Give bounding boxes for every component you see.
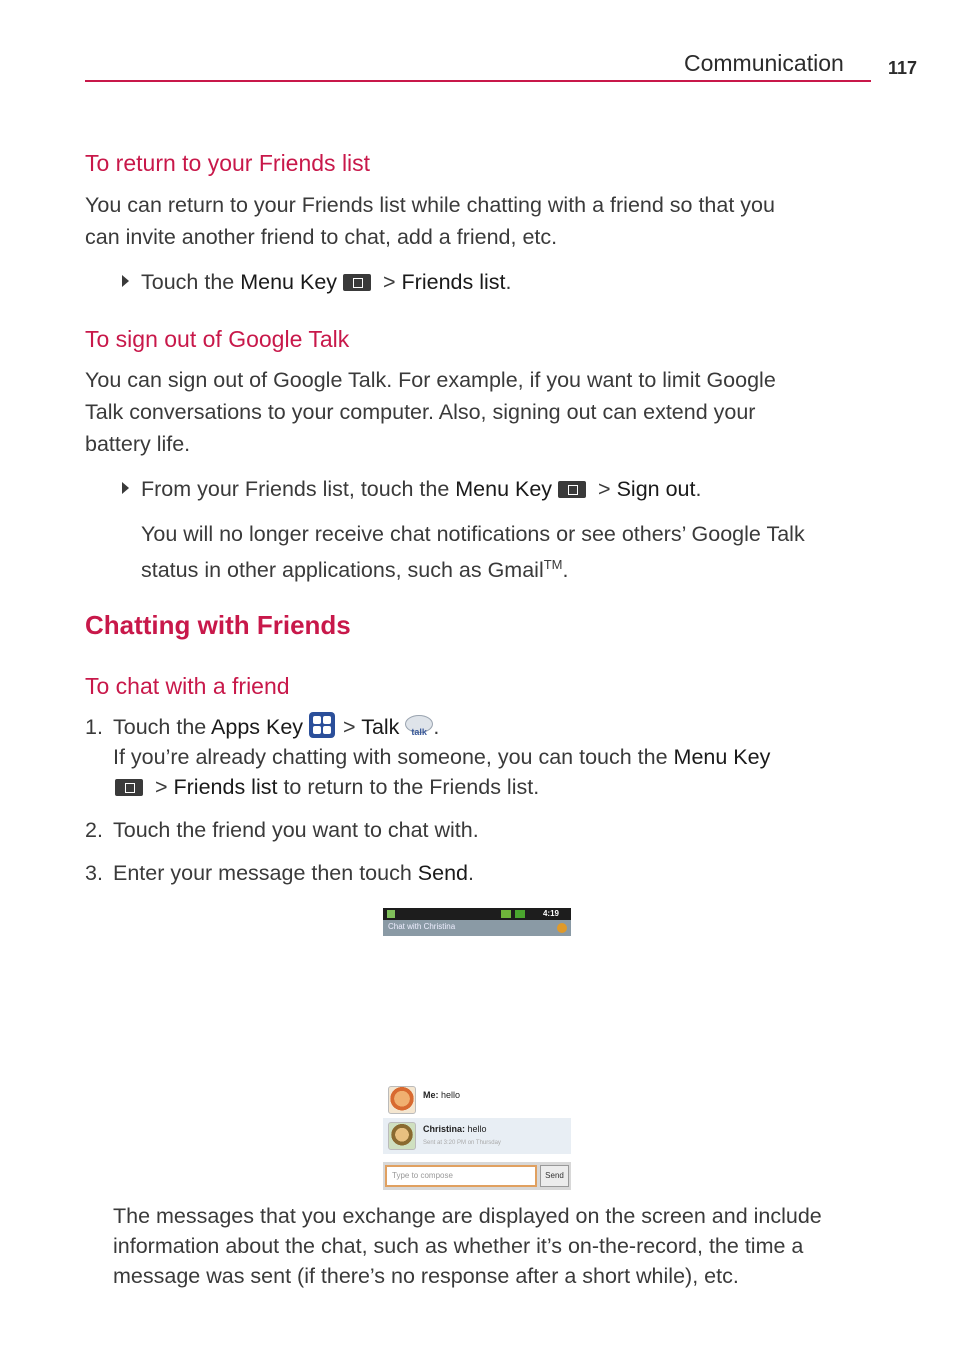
separator: > bbox=[337, 715, 362, 739]
message-text: Christina: hello bbox=[423, 1124, 487, 1134]
heading-chatting-with-friends: Chatting with Friends bbox=[85, 610, 351, 640]
step-3 bbox=[85, 858, 474, 888]
bullet-end: . bbox=[505, 270, 512, 294]
talk-icon: talk bbox=[405, 715, 433, 737]
message-text: Me: hello bbox=[423, 1090, 461, 1100]
note-end: . bbox=[562, 558, 569, 583]
menu-key-label: Menu Key bbox=[455, 477, 553, 501]
heading-chat-with-friend: To chat with a friend bbox=[85, 673, 290, 699]
chat-title-bar bbox=[383, 920, 571, 936]
chat-message bbox=[383, 1084, 571, 1120]
status-dot-icon bbox=[557, 923, 567, 933]
sign-out-label: Sign out bbox=[616, 477, 696, 501]
step-1-sub-line2 bbox=[113, 772, 539, 802]
running-header-section: Communication bbox=[684, 50, 844, 76]
step-end: . bbox=[433, 715, 440, 739]
closing-line1: The messages that you exchange are displayed on the screen and include bbox=[113, 1204, 822, 1228]
apps-key-label: Apps Key bbox=[211, 715, 304, 739]
status-bar bbox=[383, 908, 571, 920]
friends-list-label: Friends list bbox=[401, 270, 506, 294]
step-1 bbox=[85, 712, 439, 742]
bullet-sign-out bbox=[122, 474, 701, 504]
status-time: 4:19 bbox=[542, 909, 559, 918]
signal-icon bbox=[501, 910, 511, 918]
separator: > bbox=[592, 477, 617, 501]
step-sub-text: If you’re already chatting with someone, you can touch the bbox=[113, 745, 674, 769]
compose-input[interactable]: Type to compose bbox=[385, 1165, 537, 1187]
trademark-mark: TM bbox=[543, 557, 563, 572]
step-end: . bbox=[467, 861, 474, 885]
closing-line2: information about the chat, such as whether it’s on-the-record, the time a bbox=[113, 1234, 804, 1258]
send-button[interactable]: Send bbox=[540, 1165, 569, 1187]
step-2 bbox=[85, 815, 479, 845]
friends-list-label: Friends list bbox=[173, 775, 278, 799]
apps-key-icon bbox=[309, 712, 335, 738]
paragraph-signout-line1: You can sign out of Google Talk. For example, if you want to limit Google bbox=[85, 368, 776, 392]
bullet-arrow-icon bbox=[122, 275, 129, 287]
paragraph-return-line2: can invite another friend to chat, add a friend, etc. bbox=[85, 225, 558, 249]
menu-key-icon bbox=[558, 481, 586, 498]
bullet-return-friends bbox=[122, 267, 511, 297]
separator: > bbox=[149, 775, 174, 799]
menu-key-label: Menu Key bbox=[673, 745, 771, 769]
avatar-christina bbox=[388, 1122, 416, 1150]
screenshot-top bbox=[383, 908, 571, 936]
page-number: 117 bbox=[888, 58, 918, 78]
notification-icon bbox=[387, 910, 395, 918]
heading-return-friends-list: To return to your Friends list bbox=[85, 150, 371, 176]
note-line1: You will no longer receive chat notifications or see others’ Google Talk bbox=[141, 522, 805, 546]
bullet-text: From your Friends list, touch the bbox=[141, 477, 456, 501]
step-number: 2. bbox=[85, 818, 103, 842]
menu-key-icon bbox=[343, 274, 371, 291]
paragraph-signout-line2: Talk conversations to your computer. Also, signing out can extend your bbox=[85, 400, 756, 424]
note-line2 bbox=[141, 550, 569, 585]
step-number: 3. bbox=[85, 861, 103, 885]
step-text: Touch the friend you want to chat with. bbox=[113, 818, 479, 842]
talk-label: Talk bbox=[361, 715, 400, 739]
menu-key-icon bbox=[115, 779, 143, 796]
step-sub-end: to return to the Friends list. bbox=[277, 775, 540, 799]
header-divider bbox=[85, 80, 871, 82]
send-label: Send bbox=[417, 861, 468, 885]
separator: > bbox=[377, 270, 402, 294]
paragraph-return-line1: You can return to your Friends list while chatting with a friend so that you bbox=[85, 193, 775, 217]
closing-line3: message was sent (if there’s no response after a short while), etc. bbox=[113, 1264, 739, 1288]
avatar-me bbox=[388, 1086, 416, 1114]
step-text: Touch the bbox=[113, 715, 212, 739]
note-text: status in other applications, such as Gmail bbox=[141, 558, 544, 583]
message-meta: Sent at 3:20 PM on Thursday bbox=[423, 1140, 501, 1146]
heading-sign-out: To sign out of Google Talk bbox=[85, 326, 350, 352]
chat-title: Chat with Christina bbox=[388, 922, 456, 931]
step-text: Enter your message then touch bbox=[113, 861, 418, 885]
step-1-sub-line1 bbox=[113, 742, 770, 772]
screenshot-bottom bbox=[383, 1082, 571, 1190]
compose-bar bbox=[383, 1162, 571, 1190]
bullet-end: . bbox=[695, 477, 702, 501]
menu-key-label: Menu Key bbox=[240, 270, 338, 294]
bullet-arrow-icon bbox=[122, 482, 129, 494]
chat-message bbox=[383, 1118, 571, 1154]
paragraph-signout-line3: battery life. bbox=[85, 432, 191, 456]
bullet-text: Touch the bbox=[141, 270, 241, 294]
step-number: 1. bbox=[85, 715, 103, 739]
battery-icon bbox=[515, 910, 525, 918]
